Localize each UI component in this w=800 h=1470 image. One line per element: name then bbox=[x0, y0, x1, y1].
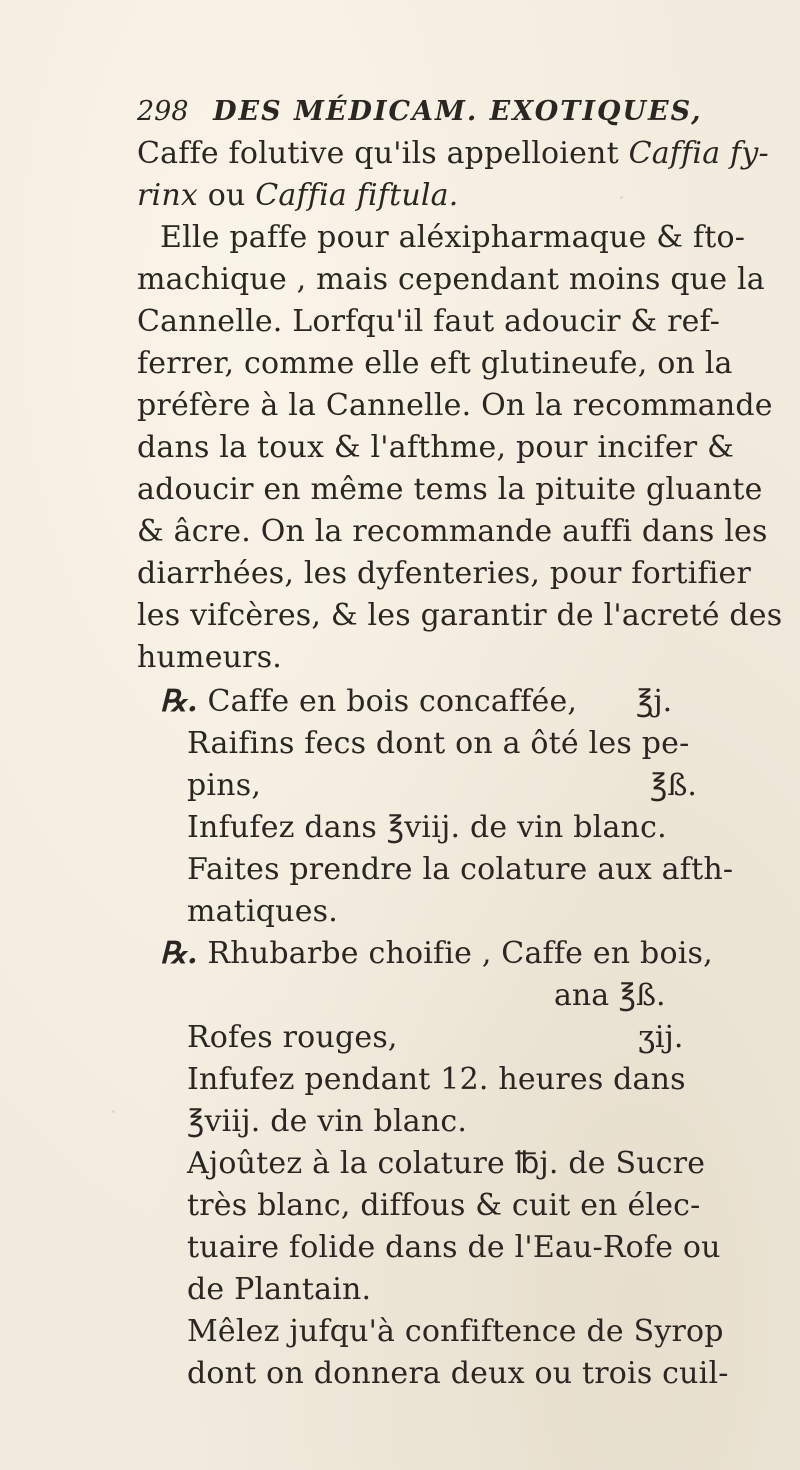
text-line-9: adoucir en même tems la pituite gluante bbox=[137, 472, 763, 507]
recipe-1-ingredient-1: Caffe en bois concaffée, bbox=[207, 684, 578, 719]
recipe-2-instr-2: ℥viij. de vin blanc. bbox=[187, 1104, 468, 1139]
recipe-1-line-1 bbox=[160, 684, 577, 720]
recipe-1-line-6: matiques. bbox=[187, 894, 338, 929]
recipe-2-ingredient-1: Rhubarbe choifie , Caffe en bois, bbox=[207, 936, 713, 971]
recipe-2-dose-2: ʒij. bbox=[638, 1020, 684, 1055]
line-2-latin-a: rinx bbox=[137, 178, 198, 213]
text-line-11: diarrhées, les dyfenteries, pour fortifier bbox=[137, 556, 752, 591]
recipe-2-instr-4: très blanc, diffous & cuit en élec- bbox=[187, 1188, 701, 1223]
recipe-symbol: ℞. bbox=[160, 684, 198, 719]
line-2-latin-b: Caffia fiftula. bbox=[255, 178, 459, 213]
line-1-text: Caffe folutive qu'ils appelloient bbox=[137, 136, 629, 171]
text-line-4: machique , mais cependant moins que la bbox=[137, 262, 765, 297]
text-line-1 bbox=[137, 136, 769, 172]
text-line-10: & âcre. On la recommande auffi dans les bbox=[137, 514, 768, 549]
recipe-2-line-1 bbox=[160, 936, 713, 972]
running-title: DES MÉDICAM. EXOTIQUES, bbox=[213, 96, 703, 127]
paper-speck bbox=[620, 196, 623, 199]
text-line-7: préfère à la Cannelle. On la recommande bbox=[137, 388, 773, 423]
line-1-latin: Caffia fy- bbox=[628, 136, 769, 171]
text-line-13: humeurs. bbox=[137, 640, 283, 675]
recipe-2-instr-7: Mêlez jufqu'à confiftence de Syrop bbox=[187, 1314, 724, 1349]
text-line-12: les vifcères, & les garantir de l'acreté des bbox=[137, 598, 783, 633]
recipe-1-line-4: Infufez dans ℥viij. de vin blanc. bbox=[187, 810, 667, 845]
paper-speck bbox=[112, 1110, 115, 1113]
text-line-2 bbox=[137, 178, 459, 214]
recipe-2-line-2: Rofes rouges, bbox=[187, 1020, 398, 1055]
recipe-1-line-5: Faites prendre la colature aux afth- bbox=[187, 852, 734, 887]
text-line-5: Cannelle. Lorfqu'il faut adoucir & ref- bbox=[137, 304, 721, 339]
recipe-2-instr-8: dont on donnera deux ou trois cuil- bbox=[187, 1356, 729, 1391]
recipe-2-instr-5: tuaire folide dans de l'Eau-Rofe ou bbox=[187, 1230, 721, 1265]
line-2-text: ou bbox=[197, 178, 256, 213]
recipe-symbol: ℞. bbox=[160, 936, 198, 971]
recipe-2-instr-3: Ajoûtez à la colature ℔j. de Sucre bbox=[187, 1146, 706, 1181]
recipe-1-line-2: Raifins fecs dont on a ôté les pe- bbox=[187, 726, 690, 761]
recipe-1-dose-1: ℥j. bbox=[636, 684, 673, 719]
text-line-3: Elle paffe pour aléxipharmaque & fto- bbox=[160, 220, 746, 255]
text-line-6: ferrer, comme elle eft glutineufe, on la bbox=[137, 346, 733, 381]
recipe-2-instr-6: de Plantain. bbox=[187, 1272, 372, 1307]
recipe-2-dose-1: ana ℥ß. bbox=[554, 978, 666, 1013]
running-header bbox=[137, 96, 703, 127]
recipe-1-dose-2: ℥ß. bbox=[650, 768, 697, 803]
recipe-2-instr-1: Infufez pendant 12. heures dans bbox=[187, 1062, 686, 1097]
page-number: 298 bbox=[137, 96, 189, 127]
recipe-1-line-3: pins, bbox=[187, 768, 262, 803]
text-line-8: dans la toux & l'afthme, pour incifer & bbox=[137, 430, 734, 465]
